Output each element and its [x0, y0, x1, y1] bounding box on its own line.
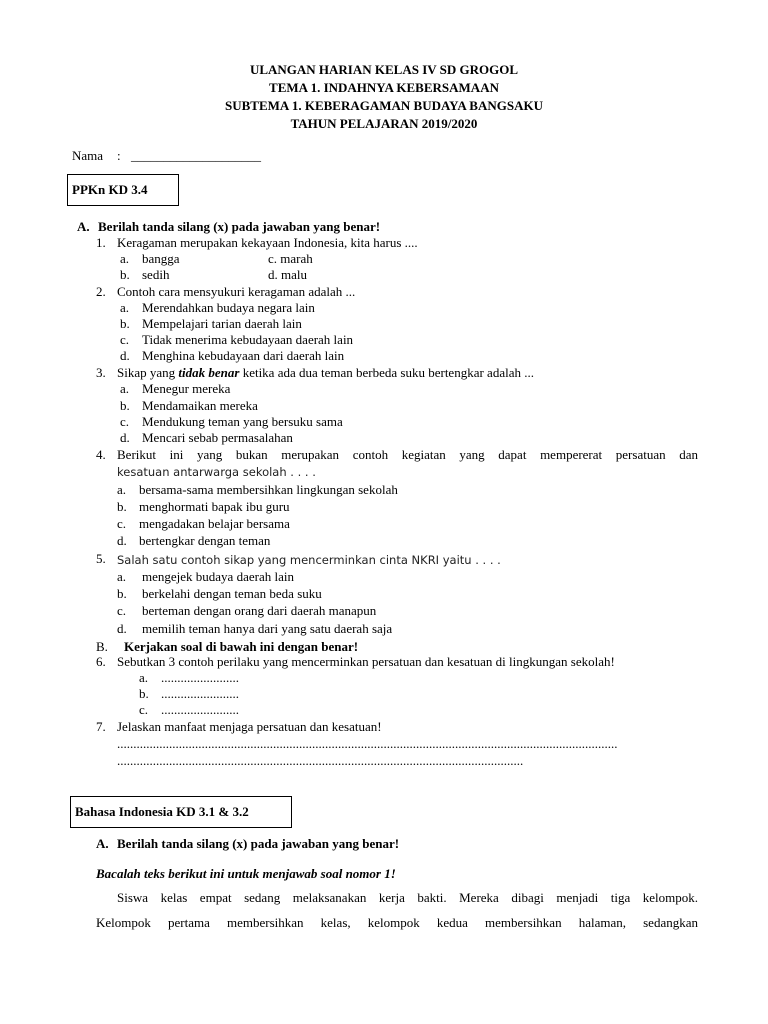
option-text[interactable]: berteman dengan orang dari daerah manapun: [142, 603, 377, 618]
option-text[interactable]: memilih teman hanya dari yang satu daerah saja: [142, 621, 393, 636]
option-marker: c.: [120, 414, 130, 429]
ppkn-subject-label: PPKn KD 3.4: [72, 182, 148, 197]
option-marker: a.: [120, 251, 130, 266]
answer-line[interactable]: .............................................................................................................................: [117, 753, 524, 768]
question-number: 6.: [96, 654, 106, 669]
ppkn-subject-box: [67, 174, 179, 206]
question-emphasis: tidak benar: [178, 365, 240, 380]
subtheme-title: SUBTEMA 1. KEBERAGAMAN BUDAYA BANGSAKU: [225, 98, 543, 113]
question-text-main: Salah satu contoh sikap yang mencerminkan cinta NKRI yaitu: [117, 553, 472, 567]
question-number: 1.: [96, 235, 106, 250]
option-text[interactable]: bersama-sama membersihkan lingkungan sekolah: [139, 482, 398, 497]
name-field[interactable]: ____________________: [131, 148, 261, 163]
question-number: 7.: [96, 719, 106, 734]
question-text: Contoh cara mensyukuri keragaman adalah ...: [117, 284, 356, 299]
section-a-marker: A.: [96, 836, 109, 851]
question-text: Jelaskan manfaat menjaga persatuan dan kesatuan!: [117, 719, 382, 734]
option-marker: a.: [120, 381, 130, 396]
option-text[interactable]: mengejek budaya daerah lain: [142, 569, 294, 584]
reading-paragraph-line: Siswa kelas empat sedang melaksanakan kerja bakti. Mereka dibagi menjadi tiga kelompok.: [117, 890, 698, 905]
option-text[interactable]: Merendahkan budaya negara lain: [142, 300, 315, 315]
question-text: [117, 552, 501, 568]
option-marker: a.: [117, 569, 127, 584]
question-number: 3.: [96, 365, 106, 380]
option-text[interactable]: Mendamaikan mereka: [142, 398, 258, 413]
option-text[interactable]: d. malu: [268, 267, 307, 282]
option-text[interactable]: mengadakan belajar bersama: [139, 516, 290, 531]
question-text-continued: [117, 464, 316, 480]
answer-marker: c.: [139, 702, 149, 717]
option-text[interactable]: bangga: [142, 251, 180, 266]
option-marker: b.: [120, 398, 130, 413]
question-text: Berikut ini yang bukan merupakan contoh kegiatan yang dapat mempererat persatuan dan: [117, 447, 698, 462]
name-label: Nama: [72, 148, 104, 163]
section-a-instruction: Berilah tanda silang (x) pada jawaban yang benar!: [117, 836, 400, 851]
question-text: Sebutkan 3 contoh perilaku yang mencerminkan persatuan dan kesatuan di lingkungan sekolah!: [117, 654, 615, 669]
option-text[interactable]: berkelahi dengan teman beda suku: [142, 586, 322, 601]
option-marker: b.: [117, 499, 127, 514]
question-text: [117, 365, 534, 381]
question-dots: . . . .: [471, 553, 501, 567]
option-text[interactable]: Mencari sebab permasalahan: [142, 430, 293, 445]
question-number: 2.: [96, 284, 106, 299]
option-text[interactable]: c. marah: [268, 251, 313, 266]
option-marker: a.: [117, 482, 127, 497]
option-marker: d.: [117, 621, 127, 636]
bahasa-subject-label: Bahasa Indonesia KD 3.1 & 3.2: [75, 804, 249, 819]
section-b-marker: B.: [96, 639, 108, 654]
question-number: 4.: [96, 447, 106, 462]
section-b-instruction: Kerjakan soal di bawah ini dengan benar!: [124, 639, 359, 654]
option-marker: c.: [117, 603, 127, 618]
option-marker: c.: [120, 332, 130, 347]
option-marker: d.: [120, 430, 130, 445]
answer-marker: b.: [139, 686, 149, 701]
reading-instruction: Bacalah teks berikut ini untuk menjawab soal nomor 1!: [96, 866, 396, 881]
exam-title: ULANGAN HARIAN KELAS IV SD GROGOL: [249, 62, 519, 77]
option-marker: a.: [120, 300, 130, 315]
option-text[interactable]: menghormati bapak ibu guru: [139, 499, 290, 514]
option-text[interactable]: Mendukung teman yang bersuku sama: [142, 414, 343, 429]
option-marker: d.: [117, 533, 127, 548]
question-dots: . . . .: [286, 465, 316, 479]
academic-year: TAHUN PELAJARAN 2019/2020: [290, 116, 478, 131]
option-marker: c.: [117, 516, 127, 531]
option-text[interactable]: sedih: [142, 267, 170, 282]
option-text[interactable]: Menghina kebudayaan dari daerah lain: [142, 348, 345, 363]
option-text[interactable]: Menegur mereka: [142, 381, 231, 396]
option-text[interactable]: Tidak menerima kebudayaan daerah lain: [142, 332, 354, 347]
option-text[interactable]: Mempelajari tarian daerah lain: [142, 316, 302, 331]
question-text-post: ketika ada dua teman berbeda suku bertengkar adalah ...: [239, 365, 534, 380]
answer-blank[interactable]: ........................: [161, 670, 239, 685]
answer-blank[interactable]: ........................: [161, 686, 239, 701]
option-marker: d.: [120, 348, 130, 363]
question-text-line2: kesatuan antarwarga sekolah: [117, 465, 287, 479]
reading-paragraph-line: Kelompok pertama membersihkan kelas, kelompok kedua membersihkan halaman, sedangkan: [96, 915, 698, 930]
section-a-instruction: Berilah tanda silang (x) pada jawaban yang benar!: [98, 219, 381, 234]
question-number: 5.: [96, 551, 106, 566]
theme-title: TEMA 1. INDAHNYA KEBERSAMAAN: [269, 80, 499, 95]
option-marker: b.: [120, 316, 130, 331]
bahasa-subject-box: [70, 796, 292, 828]
option-marker: b.: [117, 586, 127, 601]
section-a-marker: A.: [77, 219, 90, 234]
question-text: Keragaman merupakan kekayaan Indonesia, kita harus ....: [117, 235, 418, 250]
option-text[interactable]: bertengkar dengan teman: [139, 533, 271, 548]
answer-line[interactable]: ..........................................................................................................................................................: [117, 736, 618, 751]
question-text-pre: Sikap yang: [117, 365, 179, 380]
name-colon: :: [117, 148, 121, 163]
option-marker: b.: [120, 267, 130, 282]
answer-marker: a.: [139, 670, 149, 685]
answer-blank[interactable]: ........................: [161, 702, 239, 717]
